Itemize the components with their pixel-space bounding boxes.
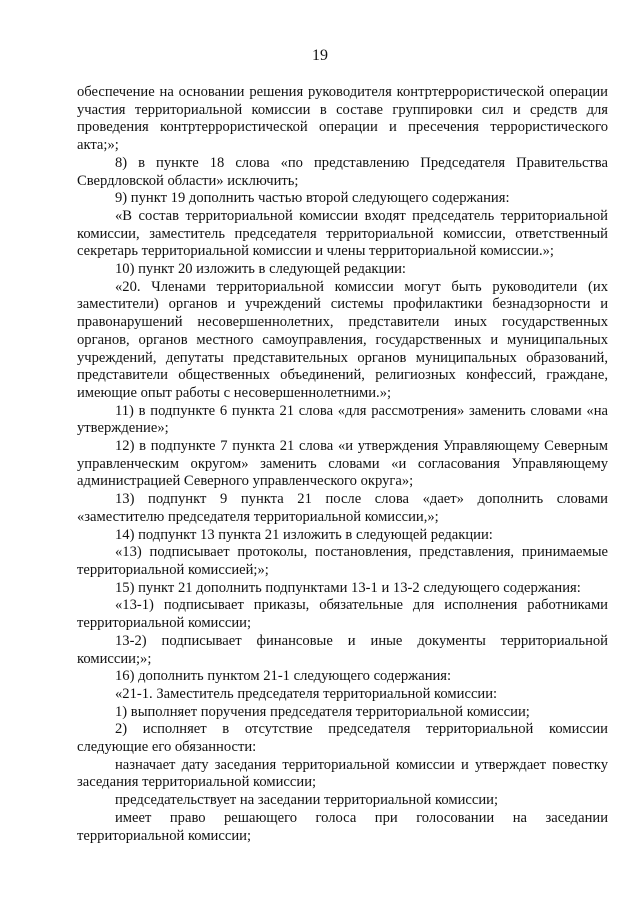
paragraph: «13-1) подписывает приказы, обязательные для исполнения работниками территориальной комиссии; — [77, 597, 608, 632]
paragraph: председательствует на заседании территориальной комиссии; — [115, 792, 499, 809]
paragraph: 13) подпункт 9 пункта 21 после слова «дает» дополнить словами «заместителю председателя территориальной комиссии,»; — [77, 491, 608, 525]
paragraph: 16) дополнить пунктом 21-1 следующего содержания: — [115, 668, 452, 685]
paragraph: 8) в пункте 18 слова «по представлению Председателя Правительства Свердловской области» исключить; — [77, 154, 608, 189]
paragraph: 12) в подпункте 7 пункта 21 слова «и утверждения Управляющему Северным управленческим округом» заменить словами «и согласования Управляющему администрацией Северного управленческого округа»; — [77, 438, 608, 490]
paragraph: «21-1. Заместитель председателя территориальной комиссии: — [115, 685, 498, 702]
paragraph: назначает дату заседания территориальной комиссии и утверждает повестку заседания территориальной комиссии; — [77, 756, 608, 791]
paragraph: имеет право решающего голоса при голосовании на заседании территориальной комиссии; — [77, 809, 608, 844]
page-number: 19 — [312, 47, 328, 64]
paragraph: 15) пункт 21 дополнить подпунктами 13-1 и 13-2 следующего содержания: — [115, 579, 581, 596]
paragraph: 14) подпункт 13 пункта 21 изложить в следующей редакции: — [115, 526, 493, 543]
paragraph: 13-2) подписывает финансовые и иные документы территориальной комиссии;»; — [77, 632, 608, 667]
paragraph: обеспечение на основании решения руководителя контртеррористической операции участия территориальной комиссии в составе группировки сил и средств для проведения контртеррористической операции и пресечения террористического акта;»; — [77, 84, 608, 154]
document-body — [77, 84, 608, 845]
paragraph: «В состав территориальной комиссии входят председатель территориальной комиссии, заместитель председателя территориальной комиссии, ответственный секретарь территориальной комиссии и члены территориальной комиссии.»; — [77, 207, 608, 260]
paragraph: «20. Членами территориальной комиссии могут быть руководители (их заместители) органов и учреждений системы профилактики безнадзорности и правонарушений несовершеннолетних, представители иных государственных органов, органов местного самоуправления, государственных и муниципальных учреждений, депутаты представительных органов муниципальных образований, представители общественных объединений, религиозных конфессий, граждане, имеющие опыт работы с несовершеннолетними.»; — [77, 278, 608, 401]
paragraph: 9) пункт 19 дополнить частью второй следующего содержания: — [115, 190, 510, 207]
paragraph: 2) исполняет в отсутствие председателя территориальной комиссии следующие его обязанности: — [77, 721, 608, 756]
paragraph: 11) в подпункте 6 пункта 21 слова «для рассмотрения» заменить словами «на утверждение»; — [77, 402, 608, 437]
paragraph: 1) выполняет поручения председателя территориальной комиссии; — [115, 703, 530, 720]
paragraph: «13) подписывает протоколы, постановления, представления, принимаемые территориальной комиссией;»; — [77, 544, 608, 578]
paragraph: 10) пункт 20 изложить в следующей редакции: — [115, 261, 406, 278]
